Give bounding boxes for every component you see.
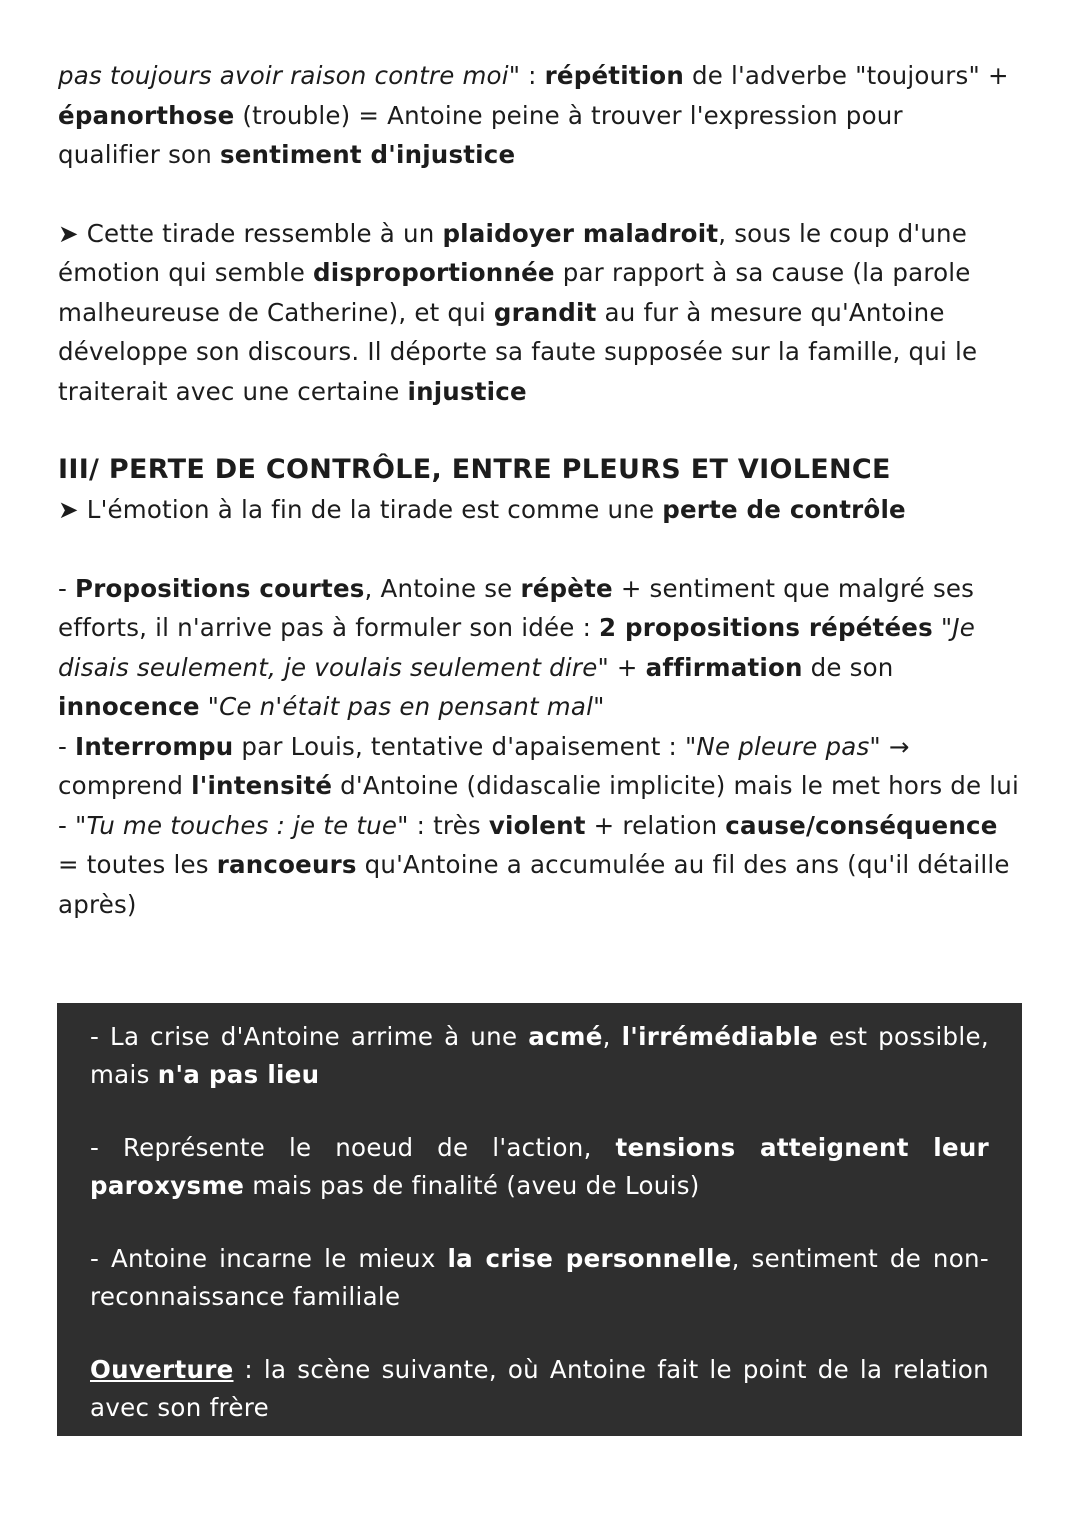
key-term: perte de contrôle (662, 495, 906, 524)
key-term: disproportionnée (313, 258, 555, 287)
conclusion-point: - La crise d'Antoine arrime à une acmé, l'irrémédiable est possible, mais n'a pas lieu (90, 1022, 989, 1089)
arrow-bullet-icon: ➤ (58, 218, 79, 248)
key-term: épanorthose (58, 100, 235, 130)
conclusion-point: - Représente le noeud de l'action, tensions atteignent leur paroxysme mais pas de finalité (aveu de Louis) (90, 1133, 989, 1200)
conclusion-point: - Antoine incarne le mieux la crise personnelle, sentiment de non-reconnaissance familiale (90, 1244, 989, 1311)
section-heading: III/ PERTE DE CONTRÔLE, ENTRE PLEURS ET VIOLENCE (58, 454, 891, 485)
document-page (58, 56, 1022, 924)
analysis-points: - Propositions courtes, Antoine se répète + sentiment que malgré ses efforts, il n'arrive pas à formuler son idée : 2 propositions répétées "Je disais seulement, je voulais seulement dire" + affirmation de son innocence "Ce n'était pas en pensant mal" - Interrompu par Louis, tentative d'apaisement : "Ne pleure pas" → comprend l'intensité d'Antoine (didascalie implicite) mais le met hors de lui - "Tu me touches : je te tue" : très violent + relation cause/conséquence = toutes les rancoeurs qu'Antoine a accumulée au fil des ans (qu'il détaille après) (58, 573, 1020, 919)
conclusion-box (57, 1003, 1022, 1436)
key-term: sentiment d'injustice (219, 140, 516, 169)
arrow-bullet-icon: ➤ (58, 495, 79, 524)
quote-text: "Je disais seulement, je voulais seulement dire" (58, 613, 976, 682)
key-term: grandit (493, 297, 597, 327)
section-intro: ➤ L'émotion à la fin de la tirade est comme une perte de contrôle (58, 495, 906, 524)
key-term: plaidoyer maladroit (442, 218, 719, 248)
intro-paragraph: pas toujours avoir raison contre moi" : répétition de l'adverbe "toujours" + épanorthose (trouble) = Antoine peine à trouver l'expression pour qualifier son sentiment d'injustice (58, 61, 1009, 169)
tirade-paragraph: ➤ Cette tirade ressemble à un plaidoyer maladroit, sous le coup d'une émotion qui semble disproportionnée par rapport à sa cause (la parole malheureuse de Catherine), et qui grandit au fur à mesure qu'Antoine développe son discours. Il déporte sa faute supposée sur la famille, qui le traiterait avec une certaine injustice (58, 218, 978, 406)
ouverture-label: Ouverture (90, 1355, 234, 1384)
quote-text: "Ce n'était pas en pensant mal" (207, 692, 605, 721)
quote-text: "Tu me touches : je te tue" (75, 810, 409, 840)
quote-text: pas toujours avoir raison contre moi" (58, 61, 521, 90)
ouverture-paragraph: Ouverture : la scène suivante, où Antoine fait le point de la relation avec son frère (90, 1355, 989, 1422)
key-term: répétition (544, 61, 684, 90)
key-term: injustice (407, 376, 527, 406)
quote-text: "Ne pleure pas" (684, 731, 881, 761)
